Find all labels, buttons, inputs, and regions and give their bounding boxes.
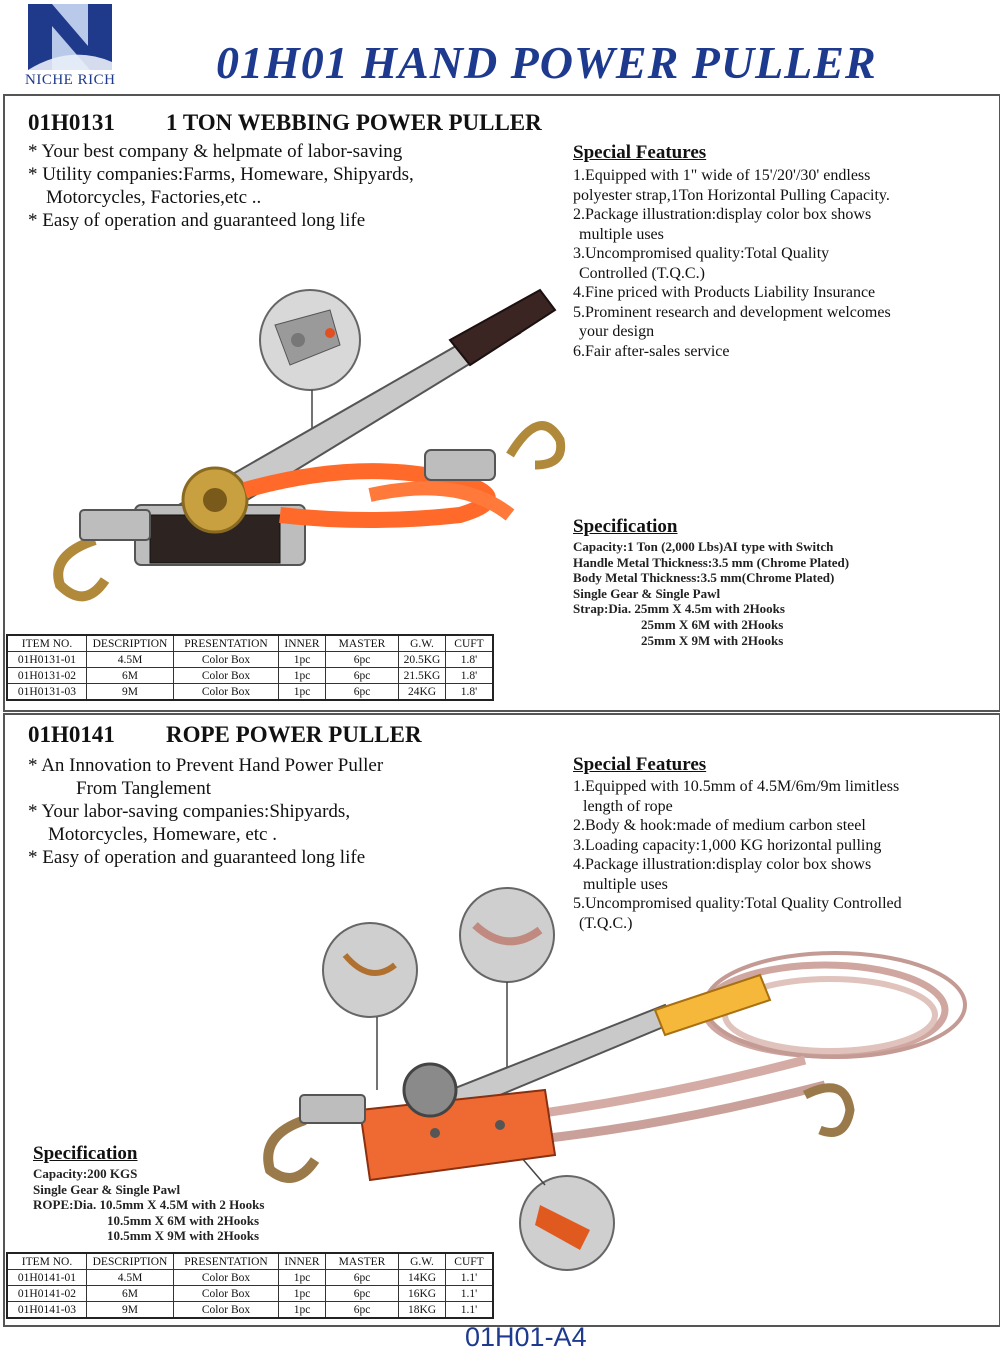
feature-line: polyester strap,1Ton Horizontal Pulling Capacity. — [573, 186, 890, 204]
col-header: ITEM NO. — [7, 635, 87, 652]
product-intro — [28, 754, 383, 869]
col-header: MASTER — [326, 1253, 399, 1270]
col-header: DESCRIPTION — [87, 1253, 174, 1270]
feature-line: multiple uses — [583, 875, 668, 893]
page-title: 01H01 HAND POWER PULLER — [216, 37, 877, 88]
left-hook — [58, 540, 105, 596]
specification-list — [33, 1166, 264, 1244]
product-item-no: 01H0141 — [28, 722, 115, 747]
brand-name: NICHE RICH — [25, 72, 116, 88]
feature-line: length of rope — [583, 797, 673, 815]
col-header: G.W. — [399, 635, 446, 652]
table-row: 01H0141-01 4.5M Color Box 1pc 6pc 14KG 1.1' — [7, 1270, 493, 1286]
col-header: MASTER — [326, 635, 399, 652]
feature-line: 5.Prominent research and development welcomes — [573, 303, 891, 321]
col-header: CUFT — [446, 1253, 494, 1270]
spec-line: Capacity:1 Ton (2,000 Lbs)AI type with Switch — [573, 539, 834, 554]
feature-line: 1.Equipped with 1" wide of 15'/20'/30' endless — [573, 167, 871, 184]
table-row: 01H0131-01 4.5M Color Box 1pc 6pc 20.5KG 1.8' — [7, 652, 493, 668]
left-hook — [268, 1120, 315, 1178]
feature-line: 4.Fine priced with Products Liability Insurance — [573, 284, 876, 301]
specification-list — [573, 539, 849, 648]
table-header-row — [7, 635, 493, 652]
spec-line: 25mm X 6M with 2Hooks — [641, 616, 784, 632]
table-row: 01H0141-02 6M Color Box 1pc 6pc 16KG 1.1' — [7, 1286, 493, 1302]
intro-line: * Easy of operation and guaranteed long life — [28, 847, 366, 868]
feature-line: 5.Uncompromised quality:Total Quality Controlled — [573, 895, 902, 912]
col-header: G.W. — [399, 1253, 446, 1270]
special-features-list — [573, 166, 891, 361]
product-heading — [28, 722, 422, 748]
spec-line: Strap:Dia. 25mm X 4.5m with 2Hooks — [573, 601, 785, 617]
feature-line: 2.Package illustration:display color box shows — [573, 206, 872, 223]
handle-grip — [450, 290, 555, 365]
spec-line: Body Metal Thickness:3.5 mm(Chrome Plated) — [573, 570, 835, 586]
feature-line: your design — [579, 323, 655, 340]
product-intro — [28, 140, 414, 232]
col-header: INNER — [279, 635, 326, 652]
orange-body-plate — [360, 1090, 555, 1180]
feature-line: 6.Fair after-sales service — [573, 342, 730, 360]
feature-line: 4.Package illustration:display color box shows — [573, 856, 872, 873]
col-header: DESCRIPTION — [87, 635, 174, 652]
intro-line: * Your labor-saving companies:Shipyards, — [28, 801, 351, 822]
feature-line: multiple uses — [579, 225, 664, 243]
right-hook — [510, 426, 561, 465]
intro-line: Motorcycles, Homeware, etc . — [48, 824, 277, 845]
feature-line: Controlled (T.Q.C.) — [579, 264, 705, 282]
col-header: ITEM NO. — [7, 1253, 87, 1270]
table-row: 01H0131-03 9M Color Box 1pc 6pc 24KG 1.8' — [7, 684, 493, 701]
feature-line: 3.Loading capacity:1,000 KG horizontal pulling — [573, 836, 882, 854]
product-name: ROPE POWER PULLER — [166, 722, 422, 747]
feature-line: 3.Uncompromised quality:Total Quality — [573, 245, 830, 262]
intro-line: * Easy of operation and guaranteed long life — [28, 210, 366, 231]
spec-line: 10.5mm X 6M with 2Hooks — [107, 1212, 260, 1228]
rope-puller-illustration — [245, 885, 980, 1280]
item-table-rope — [6, 1252, 494, 1319]
spec-line: Handle Metal Thickness:3.5 mm (Chrome Plated) — [573, 554, 850, 570]
intro-line: * Utility companies:Farms, Homeware, Shipyards, — [28, 164, 414, 185]
feature-line: (T.Q.C.) — [579, 914, 633, 932]
product-heading — [28, 110, 542, 136]
spec-line: Single Gear & Single Pawl — [33, 1181, 181, 1197]
specification-title: Specification — [573, 516, 678, 537]
product-name: 1 TON WEBBING POWER PULLER — [166, 110, 542, 135]
spec-line: ROPE:Dia. 10.5mm X 4.5M with 2 Hooks — [33, 1197, 265, 1213]
feature-line: 2.Body & hook:made of medium carbon steel — [573, 817, 866, 834]
table-row: 01H0141-03 9M Color Box 1pc 6pc 18KG 1.1' — [7, 1302, 493, 1319]
col-header: CUFT — [446, 635, 494, 652]
spec-line: Single Gear & Single Pawl — [573, 585, 721, 601]
rope-drum — [404, 1064, 456, 1116]
intro-line: * Your best company & helpmate of labor-saving — [28, 141, 403, 162]
special-features-title: Special Features — [573, 754, 707, 775]
item-table-webbing — [6, 634, 494, 701]
col-header: PRESENTATION — [174, 1253, 279, 1270]
feature-line: 1.Equipped with 10.5mm of 4.5M/6m/9m limitless — [573, 778, 900, 795]
intro-line: Motorcycles, Factories,etc .. — [46, 187, 262, 208]
right-hook — [805, 1088, 850, 1133]
col-header: INNER — [279, 1253, 326, 1270]
spec-line: Capacity:200 KGS — [33, 1166, 138, 1181]
spec-line: 10.5mm X 9M with 2Hooks — [107, 1228, 260, 1244]
specification-title: Specification — [33, 1143, 138, 1164]
product-item-no: 01H0131 — [28, 110, 115, 135]
intro-line: From Tanglement — [76, 778, 211, 799]
table-row: 01H0131-02 6M Color Box 1pc 6pc 21.5KG 1.8' — [7, 668, 493, 684]
table-header-row — [7, 1253, 493, 1270]
page-code: 01H01-A4 — [465, 1322, 587, 1352]
col-header: PRESENTATION — [174, 635, 279, 652]
intro-line: * An Innovation to Prevent Hand Power Puller — [28, 755, 384, 776]
spec-line: 25mm X 9M with 2Hooks — [641, 632, 784, 648]
webbing-puller-illustration — [40, 285, 575, 610]
special-features-title: Special Features — [573, 142, 707, 163]
